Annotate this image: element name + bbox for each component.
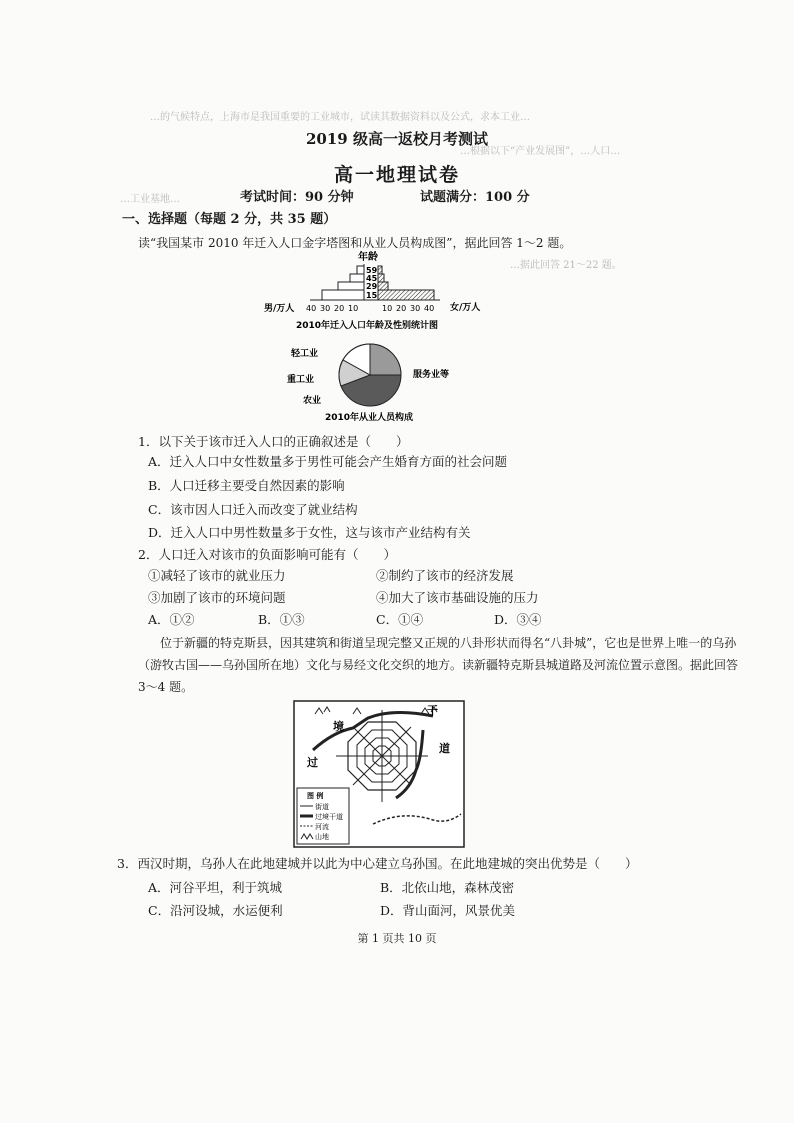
- legend-item: 过境干道: [315, 813, 343, 821]
- q2-choice-b: B．①③: [258, 612, 305, 627]
- pie-caption: 2010年从业人员构成: [325, 413, 414, 423]
- employment-pie: [285, 340, 475, 428]
- tick-label: 20: [396, 304, 407, 313]
- tick-label: 30: [410, 304, 421, 313]
- pie-slice-light-industry: [370, 344, 401, 375]
- pie-label: 重工业: [287, 375, 315, 385]
- section-heading: 一、选择题（每题 2 分，共 35 题）: [122, 212, 337, 227]
- pie-label: 轻工业: [291, 349, 319, 359]
- tick-label: 10: [348, 304, 359, 313]
- q2-choice-d: D．③④: [494, 612, 542, 627]
- age-label: 29: [366, 282, 378, 291]
- pyramid-left-label: 男/万人: [264, 304, 295, 314]
- pyramid-bar-female-29: [378, 282, 388, 290]
- pyramid-bar-female-59: [378, 266, 382, 274]
- legend-item: 街道: [315, 803, 329, 811]
- pyramid-bar-male-59: [357, 266, 364, 274]
- question-3-stem: 3．西汉时期，乌孙人在此地建城并以此为中心建立乌孙国。在此地建城的突出优势是（ ）: [117, 856, 638, 871]
- population-pyramid: [260, 248, 500, 338]
- exam-time: 考试时间：90 分钟: [240, 190, 354, 205]
- road-char: 干: [427, 704, 438, 717]
- pyramid-bar-male-29: [338, 282, 364, 290]
- q3-option-b: B．北依山地，森林茂密: [380, 880, 515, 895]
- road-char: 过: [307, 756, 318, 769]
- q1-option-a: A．迁入人口中女性数量多于男性可能会产生婚育方面的社会问题: [148, 454, 508, 469]
- pyramid-bar-male-45: [350, 274, 364, 282]
- age-label: 59: [366, 266, 378, 275]
- bleed-text-4: …据此回答 21～22 题。: [510, 260, 622, 271]
- age-label: 45: [366, 274, 378, 283]
- pyramid-caption: 2010年迁入人口年龄及性别统计图: [296, 321, 439, 331]
- exam-title: 2019 级高一返校月考测试: [306, 130, 488, 148]
- q1-option-b: B．人口迁移主要受自然因素的影响: [148, 478, 345, 493]
- q3-option-c: C．沿河设城，水运便利: [148, 903, 283, 918]
- full-score: 试题满分：100 分: [420, 190, 530, 205]
- q2-item-2: ②制约了该市的经济发展: [376, 568, 514, 583]
- question-2-stem: 2．人口迁入对该市的负面影响可能有（ ）: [138, 547, 396, 562]
- tick-label: 40: [306, 304, 317, 313]
- road-char: 境: [333, 720, 344, 733]
- pyramid-bar-female-45: [378, 274, 384, 282]
- legend-item: 河流: [315, 823, 329, 831]
- tick-label: 40: [424, 304, 435, 313]
- page-footer: 第 1 页共 10 页: [357, 932, 437, 945]
- pyramid-right-label: 女/万人: [450, 303, 481, 313]
- pyramid-bar-female-15: [378, 290, 434, 300]
- q3-option-d: D．背山面河，风景优美: [380, 903, 516, 918]
- q1-option-c: C．该市因人口迁入而改变了就业结构: [148, 502, 358, 517]
- q3-option-a: A．河谷平坦，利于筑城: [148, 880, 283, 895]
- q2-item-4: ④加大了该市基础设施的压力: [376, 590, 539, 605]
- age-label: 15: [366, 291, 378, 300]
- bleed-text-2: …根据以下“产业发展图”，…人口…: [460, 146, 621, 157]
- pyramid-ylabel: 年龄: [358, 252, 378, 263]
- pyramid-bar-male-15: [322, 290, 364, 300]
- q2-item-3: ③加剧了该市的环境问题: [148, 590, 286, 605]
- pie-label: 服务业等: [413, 370, 450, 380]
- q2-choice-c: C．①④: [376, 612, 424, 627]
- tick-label: 20: [334, 304, 345, 313]
- legend-item: 山地: [315, 833, 329, 841]
- bleed-text-1: …的气候特点，上海市是我国重要的工业城市，试读其数据资料以及公式，求本工业…: [150, 112, 530, 123]
- section-intro: 读“我国某市 2010 年迁入人口金字塔图和从业人员构成图”，据此回答 1～2 题。: [138, 236, 572, 250]
- q2-choice-a: A．①②: [148, 612, 195, 627]
- subject-title: 高一地理试卷: [333, 164, 460, 186]
- q1-option-d: D．迁入人口中男性数量多于女性，这与该市产业结构有关: [148, 525, 471, 540]
- tick-label: 10: [382, 304, 393, 313]
- tick-label: 30: [320, 304, 331, 313]
- passage-text: 位于新疆的特克斯县，因其建筑和街道呈现完整又正规的八卦形状而得名“八卦城”，它也是世界上唯一的乌孙（游牧古国——乌孙国所在地）文化与易经文化交织的地方。读新疆特克斯县城道路及河流位置示意图。据此回答 3～4 题。: [138, 636, 739, 694]
- pie-label: 农业: [303, 396, 322, 406]
- bleed-text-3: …工业基地…: [120, 194, 180, 205]
- legend-title: 图 例: [307, 792, 324, 800]
- road-char: 道: [439, 742, 450, 755]
- q2-item-1: ①减轻了该市的就业压力: [148, 568, 286, 583]
- question-1-stem: 1．以下关于该市迁入人口的正确叙述是（ ）: [138, 434, 409, 449]
- bagua-city-map: [293, 700, 465, 848]
